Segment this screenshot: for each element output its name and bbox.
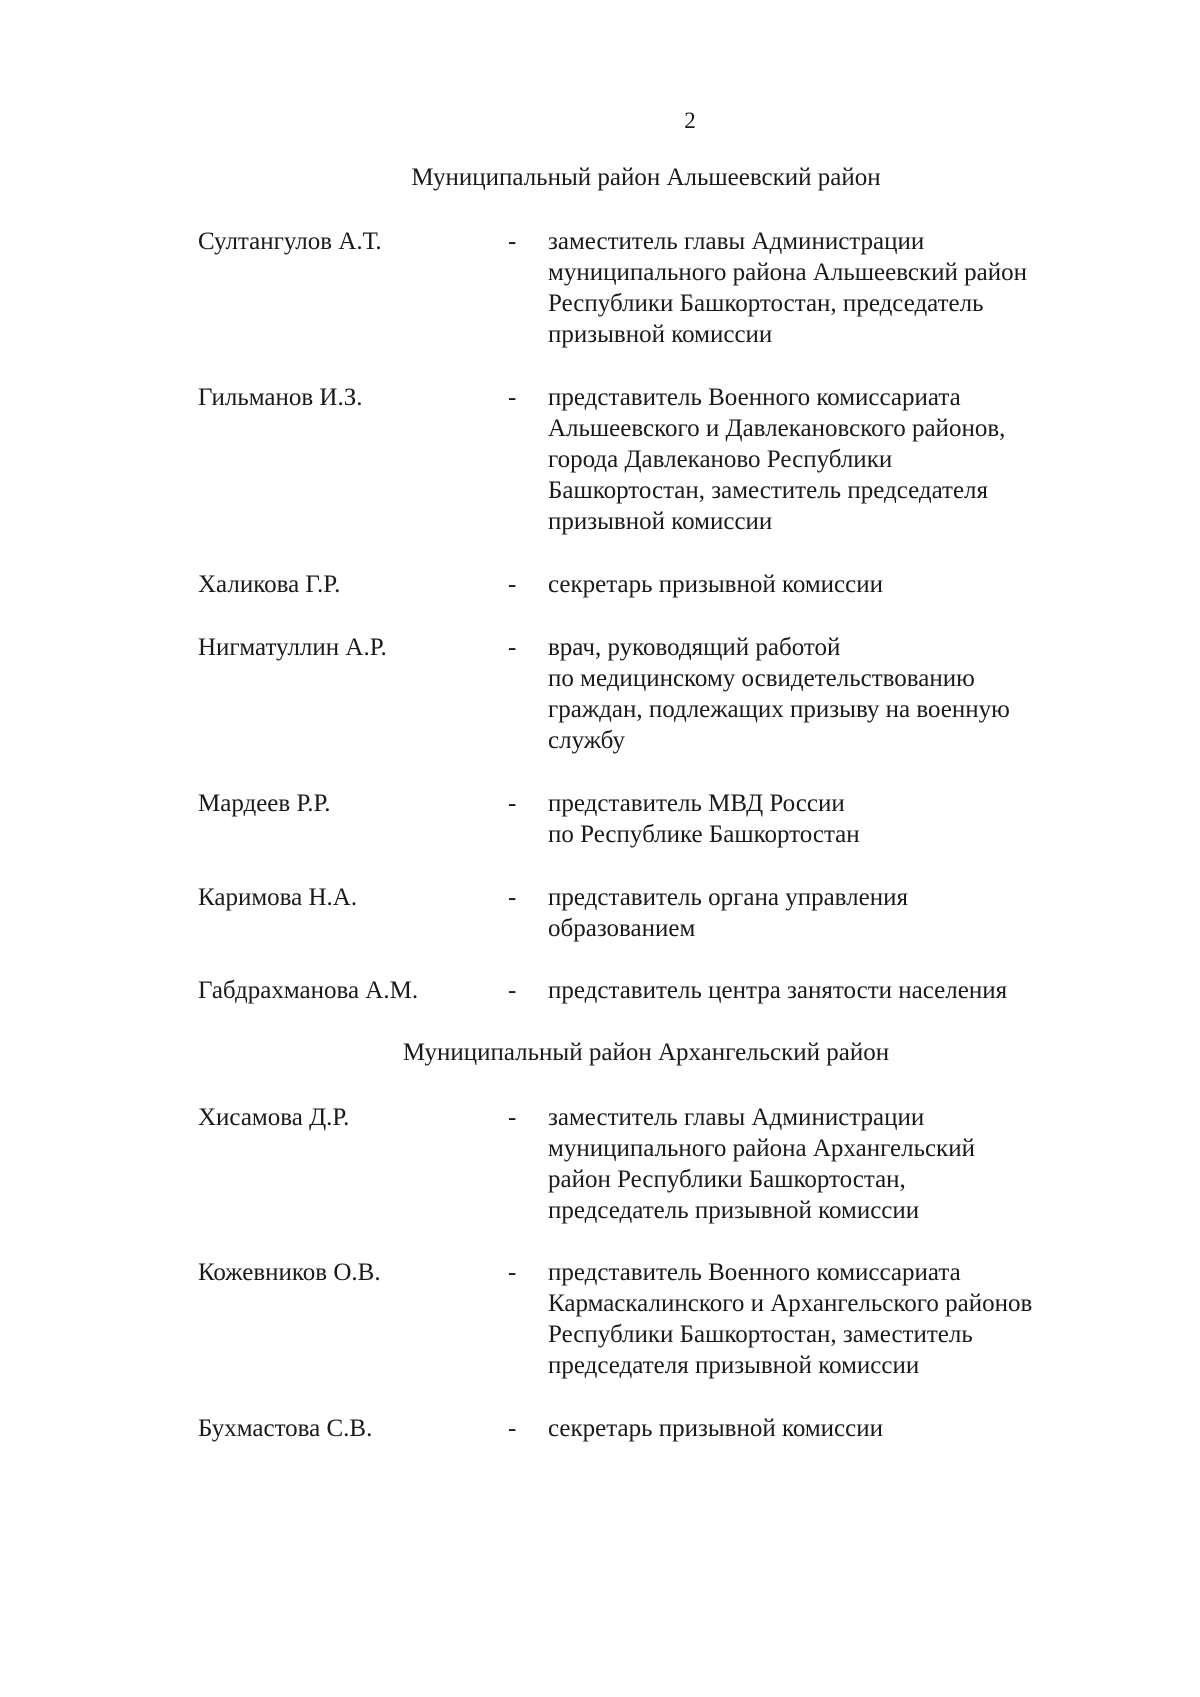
member-dash: -	[508, 228, 517, 255]
member-name: Хисамова Д.Р.	[198, 1104, 350, 1131]
member-name: Мардеев Р.Р.	[198, 790, 331, 817]
member-role: представитель МВД России по Республике Башкортостан	[548, 790, 860, 848]
member-dash: -	[508, 884, 517, 911]
member-dash: -	[508, 977, 517, 1004]
member-name: Султангулов А.Т.	[198, 228, 382, 255]
member-name: Бухмастова С.В.	[198, 1415, 373, 1442]
member-name: Каримова Н.А.	[198, 884, 358, 911]
member-role: представитель Военного комиссариата Кармаскалинского и Архангельского районов Республики Башкортостан, заместитель председателя призывной комиссии	[548, 1259, 1033, 1379]
member-name: Нигматуллин А.Р.	[198, 634, 387, 661]
member-dash: -	[508, 634, 517, 661]
member-dash: -	[508, 1259, 517, 1286]
member-role: представитель Военного комиссариата Альшеевского и Давлекановского районов, города Давлеканово Республики Башкортостан, заместитель председателя призывной комиссии	[548, 384, 1006, 535]
member-role: секретарь призывной комиссии	[548, 1415, 884, 1442]
member-role: представитель центра занятости населения	[548, 977, 1008, 1004]
member-role: представитель органа управления образованием	[548, 884, 908, 942]
member-name: Кожевников О.В.	[198, 1259, 381, 1286]
member-name: Халикова Г.Р.	[198, 571, 341, 598]
page-number-text: 2	[684, 108, 696, 133]
member-dash: -	[508, 790, 517, 817]
member-dash: -	[508, 571, 517, 598]
member-role: врач, руководящий работой по медицинскому освидетельствованию граждан, подлежащих призыву на военную службу	[548, 634, 1010, 754]
member-dash: -	[508, 384, 517, 411]
member-name: Габдрахманова А.М.	[198, 977, 419, 1004]
member-dash: -	[508, 1415, 517, 1442]
member-dash: -	[508, 1104, 517, 1131]
section-heading-alsheevsky: Муниципальный район Альшеевский район	[411, 164, 881, 191]
member-role: заместитель главы Администрации муниципального района Архангельский район Республики Башкортостан, председатель призывной комиссии	[548, 1104, 975, 1224]
section-heading-arkhangelsky: Муниципальный район Архангельский район	[402, 1039, 890, 1066]
page-number	[0, 106, 1200, 136]
member-name: Гильманов И.З.	[198, 384, 363, 411]
member-role: секретарь призывной комиссии	[548, 571, 884, 598]
member-role: заместитель главы Администрации муниципального района Альшеевский район Республики Башкортостан, председатель призывной комиссии	[548, 228, 1028, 348]
